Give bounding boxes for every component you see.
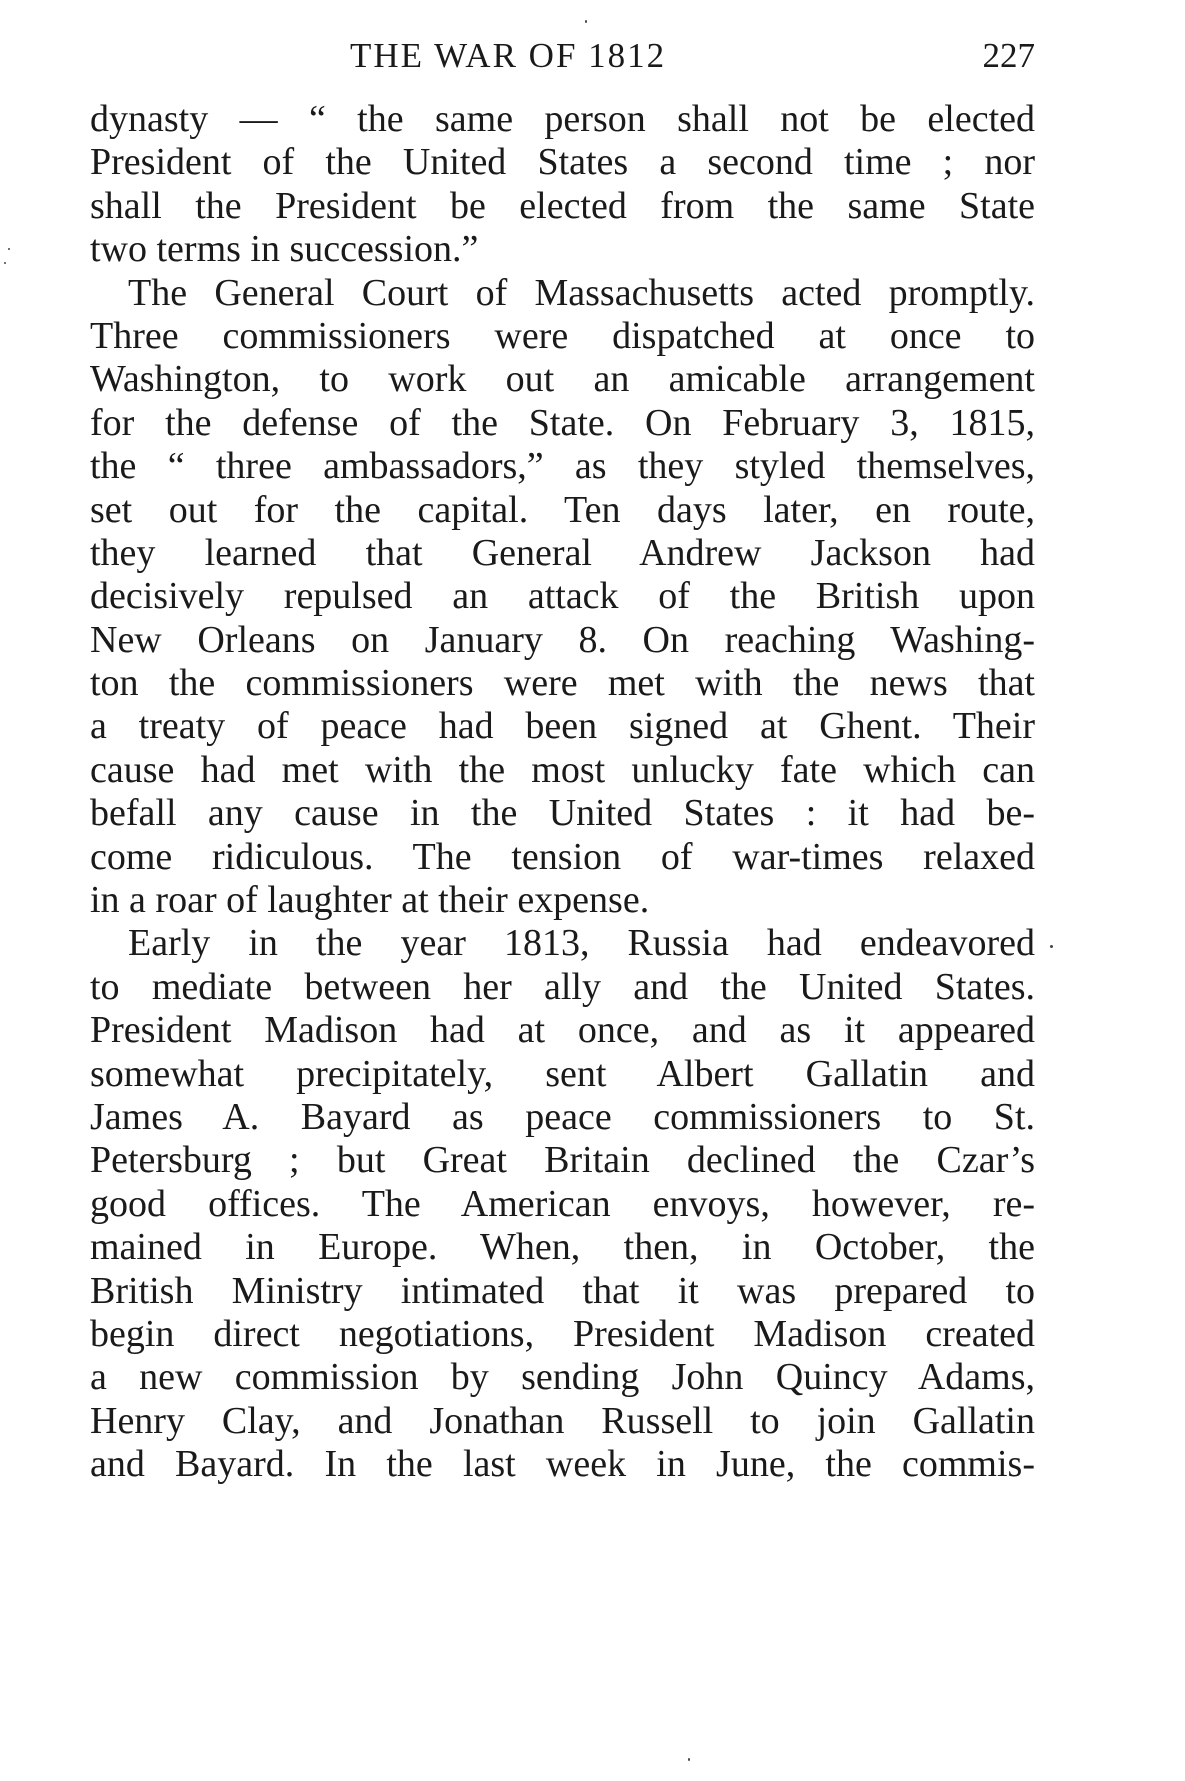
- text-line: they learned that General Andrew Jackson had: [90, 531, 1035, 574]
- text-line: Petersburg ; but Great Britain declined the Czar’s: [90, 1139, 1035, 1182]
- text-line: cause had met with the most unlucky fate which can: [90, 748, 1035, 791]
- text-line: New Orleans on January 8. On reaching Washing-: [90, 618, 1035, 661]
- scan-speck: [4, 262, 6, 264]
- text-line: come ridiculous. The tension of war-times relaxed: [90, 835, 1035, 878]
- text-line: President Madison had at once, and as it appeared: [90, 1009, 1035, 1052]
- text-line: good offices. The American envoys, however, re-: [90, 1182, 1035, 1225]
- text-line: Three commissioners were dispatched at once to: [90, 314, 1035, 357]
- running-title: THE WAR OF 1812: [350, 36, 667, 75]
- text-line: for the defense of the State. On February 3, 1815,: [90, 401, 1035, 444]
- text-line: Washington, to work out an amicable arrangement: [90, 358, 1035, 401]
- text-line: ton the commissioners were met with the news that: [90, 662, 1035, 705]
- body-text: [90, 98, 1035, 1487]
- text-line: decisively repulsed an attack of the British upon: [90, 575, 1035, 618]
- text-line: shall the President be elected from the same State: [90, 184, 1035, 227]
- text-line: befall any cause in the United States : it had be-: [90, 792, 1035, 835]
- scan-speck: [585, 20, 587, 23]
- scan-speck: [688, 1758, 690, 1761]
- running-head: [90, 36, 1035, 86]
- text-line: James A. Bayard as peace commissioners to St.: [90, 1095, 1035, 1138]
- text-line: President of the United States a second time ; nor: [90, 141, 1035, 184]
- text-line: a new commission by sending John Quincy Adams,: [90, 1356, 1035, 1399]
- paragraph-first-line: The General Court of Massachusetts acted promptly.: [128, 271, 1035, 314]
- text-line: a treaty of peace had been signed at Ghent. Their: [90, 705, 1035, 748]
- text-line: set out for the capital. Ten days later, en route,: [90, 488, 1035, 531]
- text-line: begin direct negotiations, President Madison created: [90, 1312, 1035, 1355]
- text-line: mained in Europe. When, then, in October, the: [90, 1226, 1035, 1269]
- text-line: and Bayard. In the last week in June, the commis-: [90, 1443, 1035, 1486]
- text-line: to mediate between her ally and the United States.: [90, 965, 1035, 1008]
- paragraph-first-line: Early in the year 1813, Russia had endeavored: [128, 922, 1035, 965]
- page-number: 227: [982, 36, 1035, 75]
- text-line: dynasty — “ the same person shall not be elected: [90, 98, 1035, 140]
- text-line: the “ three ambassadors,” as they styled themselves,: [90, 445, 1035, 488]
- text-line: somewhat precipitately, sent Albert Gallatin and: [90, 1052, 1035, 1095]
- scan-speck: [8, 248, 10, 250]
- scan-speck: [1050, 945, 1053, 948]
- text-line: Henry Clay, and Jonathan Russell to join Gallatin: [90, 1399, 1035, 1442]
- text-line: British Ministry intimated that it was prepared to: [90, 1269, 1035, 1312]
- text-line: in a roar of laughter at their expense.: [90, 879, 650, 922]
- text-line: two terms in succession.”: [90, 228, 479, 271]
